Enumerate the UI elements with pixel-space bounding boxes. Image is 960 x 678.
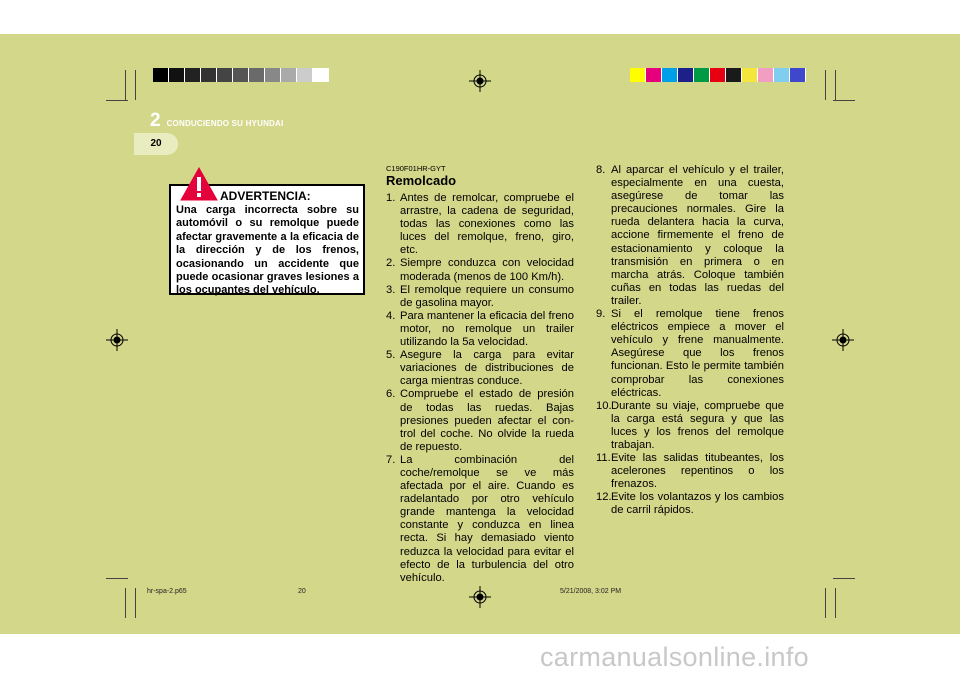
warning-triangle-icon [180,167,218,201]
crop-mark [125,70,126,100]
list-item-number: 8. [596,164,606,176]
list-item [596,400,784,452]
color-swatch [153,68,169,82]
list-item-text: Durante su viaje, compruebe que la carga está segura y que las luces y los frenos del remolque trabajan. [611,399,784,451]
list-item-text: Asegure la carga para evitar variaciones de distribuciones de carga mientras conduce. [400,349,574,388]
list-item-text: Evite las salidas titubeantes, los acelerones repentinos o los frenazos. [611,452,784,491]
page-number-tab: 20 [134,133,178,155]
color-calibration-bar [630,68,806,82]
instructions-column-1 [386,164,574,585]
list-item-text: Al aparcar el vehículo y el trailer, especialmente en una cuesta, asegúrese de tomar las precauciones normales. Gire la rueda delantera hacia la curva, accione firmemente el freno de estacionamiento y coloque la transmisión en primera o en marcha atrás. Coloque también cuñas en todas las ruedas del trailer. [611,164,784,307]
list-item [386,349,574,388]
list-item [386,310,574,349]
color-swatch [201,68,217,82]
list-item-text: Compruebe el estado de presión de todas las ruedas. Bajas presiones pueden afectar el con-trol del coche. No olvide la rueda de repuesto. [400,388,574,453]
list-item [386,284,574,310]
crop-mark [833,100,855,101]
grayscale-calibration-bar [153,68,329,82]
list-item-text: Antes de remolcar, compruebe el arrastre, la cadena de seguridad, todas las conexiones como las luces del remolque, freno, giro, etc. [400,192,574,257]
crop-mark [835,70,836,100]
list-item [386,257,574,283]
crop-mark [106,100,128,101]
list-item [386,454,574,585]
warning-title: ADVERTENCIA: [220,189,311,203]
color-swatch [646,68,662,82]
color-swatch [249,68,265,82]
color-swatch [281,68,297,82]
list-item-text: La combinación del coche/remolque se ve más afectada por el aire. Cuando es radelantado por otro vehículo grande mantenga la velocidad constante y conduzca en linea recta. Si hay demasiado viento reduzca la velocidad para evitar el efecto de la turbulencia del otro vehículo. [400,453,574,584]
color-swatch [742,68,758,82]
crop-mark [106,578,128,579]
list-item [596,452,784,491]
registration-mark-icon [469,70,491,92]
color-swatch [185,68,201,82]
watermark-text: carmanualsonline.info [540,642,809,672]
color-swatch [313,68,329,82]
color-swatch [630,68,646,82]
footer-filename: hr-spa-2.p65 [147,588,187,595]
chapter-number: 2 [150,110,161,131]
warning-body: Una carga incorrecta sobre su automóvil o su remolque puede afectar gravemente a la eficacia de la dirección y de los frenos, ocasionando un accidente que puede ocasionar graves lesiones a los ocupantes del vehículo. [176,204,359,297]
list-item-number: 2. [386,257,396,270]
list-item [596,308,784,400]
crop-mark [825,588,826,618]
list-item [386,388,574,453]
instructions-column-2 [596,164,784,518]
color-swatch [758,68,774,82]
chapter-header [150,110,283,132]
color-swatch [662,68,678,82]
list-item-text: El remolque requiere un consumo de gasolina mayor. [400,283,574,309]
crop-mark [835,588,836,618]
footer-page: 20 [298,588,306,595]
color-swatch [169,68,185,82]
list-item [596,164,784,308]
list-item-text: Evite los volantazos y los cambios de carril rápidos. [611,491,784,517]
list-item-text: Siempre conduzca con velocidad moderada (menos de 100 Km/h). [400,257,574,283]
crop-mark [125,588,126,618]
color-swatch [217,68,233,82]
color-swatch [710,68,726,82]
list-item-number: 5. [386,349,396,362]
list-item-number: 12. [596,491,612,504]
list-item-text: Para mantener la eficacia del freno motor, no remolque un trailer utilizando la 5a velocidad. [400,309,574,349]
footer-timestamp: 5/21/2008, 3:02 PM [560,588,622,595]
list-item-text: Si el remolque tiene frenos eléctricos empiece a mover el vehículo y frene manualmente. Asegúrese que los frenos funcionan. Esto le permite también comprobar las conexiones eléctricas. [611,308,784,399]
registration-mark-icon [106,329,128,351]
list-item-number: 11. [596,452,611,465]
section-title: Remolcado [386,173,457,188]
color-swatch [297,68,313,82]
color-swatch [265,68,281,82]
color-swatch [790,68,806,82]
color-swatch [726,68,742,82]
crop-mark [135,588,136,618]
color-swatch [774,68,790,82]
registration-mark-icon [469,586,491,608]
list-item-number: 10. [596,399,612,412]
color-swatch [678,68,694,82]
chapter-title: CONDUCIENDO SU HYUNDAI [166,119,284,128]
list-item-number: 4. [386,309,396,322]
color-swatch [694,68,710,82]
list-item [596,491,784,517]
crop-mark [825,70,826,100]
color-swatch [233,68,249,82]
crop-mark [833,578,855,579]
list-item-number: 1. [386,192,396,204]
registration-mark-icon [832,329,854,351]
list-item [386,192,574,257]
list-item-number: 9. [596,308,606,321]
crop-mark [135,70,136,100]
list-item-number: 3. [386,283,396,296]
instructions-list [596,164,784,518]
section-code: C190F01HR-GYT [386,164,446,173]
instructions-list [386,192,574,585]
list-item-number: 7. [386,453,396,466]
list-item-number: 6. [386,388,396,401]
